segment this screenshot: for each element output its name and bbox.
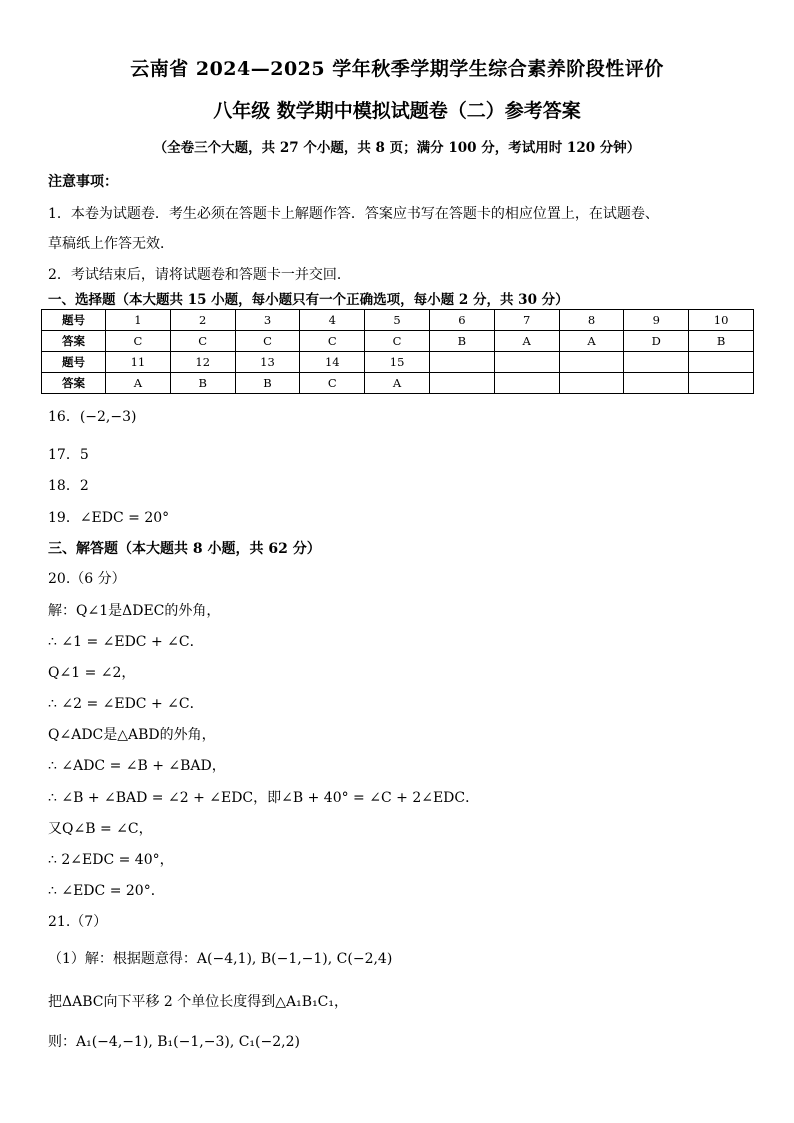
table-cell: B [689, 331, 754, 352]
q20-step: ∴ ∠2 = ∠EDC + ∠C． [48, 696, 204, 712]
page-title: 云南省 2024—2025 学年秋季学期学生综合素养阶段性评价 [130, 58, 664, 80]
table-cell [559, 352, 624, 373]
q20-step: ∴ ∠1 = ∠EDC + ∠C． [48, 634, 204, 650]
q20-step: ∴ ∠ADC = ∠B + ∠BAD， [48, 758, 226, 774]
q21-step: （1）解：根据题意得：A(−4,1), B(−1,−1), C(−2,4) [48, 951, 393, 967]
q20-step: Q∠1 = ∠2， [48, 665, 136, 681]
table-cell: 15 [365, 352, 430, 373]
table-cell: C [300, 373, 365, 394]
table-cell: C [170, 331, 235, 352]
row-label: 答案 [42, 373, 106, 394]
table-cell: C [106, 331, 171, 352]
table-row [42, 352, 754, 373]
notice-item-2: 2．考试结束后，请将试题卷和答题卡一并交回． [48, 267, 351, 283]
table-cell: 10 [689, 310, 754, 331]
table-cell: B [235, 373, 300, 394]
table-cell: A [559, 331, 624, 352]
notice-item-1-cont: 草稿纸上作答无效． [48, 236, 174, 252]
table-cell: 11 [106, 352, 171, 373]
table-cell: 4 [300, 310, 365, 331]
table-row [42, 373, 754, 394]
answer-table [41, 309, 754, 394]
exam-info: （全卷三个大题，共 27 个小题，共 8 页；满分 100 分，考试用时 120 分钟） [153, 140, 641, 156]
table-cell: B [170, 373, 235, 394]
answer-16: 16．(−2,−3) [48, 409, 137, 425]
table-cell: 5 [365, 310, 430, 331]
answer-19: 19．∠EDC = 20° [48, 510, 170, 526]
table-cell: A [494, 331, 559, 352]
table-cell: 2 [170, 310, 235, 331]
table-cell: 14 [300, 352, 365, 373]
table-cell [689, 373, 754, 394]
table-cell: D [624, 331, 689, 352]
table-cell [624, 373, 689, 394]
table-cell: 9 [624, 310, 689, 331]
table-cell: 12 [170, 352, 235, 373]
table-cell: C [300, 331, 365, 352]
q21-step: 则：A₁(−4,−1), B₁(−1,−3), C₁(−2,2) [48, 1034, 300, 1050]
table-cell: C [365, 331, 430, 352]
q20-step: ∴ ∠EDC = 20°． [48, 883, 165, 899]
table-row [42, 331, 754, 352]
answer-18: 18．2 [48, 478, 89, 494]
table-cell: A [106, 373, 171, 394]
table-cell: 6 [429, 310, 494, 331]
table-cell: 13 [235, 352, 300, 373]
table-cell: A [365, 373, 430, 394]
row-label: 答案 [42, 331, 106, 352]
row-label: 题号 [42, 310, 106, 331]
table-cell [429, 373, 494, 394]
q20-step: ∴ ∠B + ∠BAD = ∠2 + ∠EDC，即∠B + 40° = ∠C + 2∠EDC． [48, 790, 480, 806]
answer-17: 17．5 [48, 447, 89, 463]
section1-heading: 一、选择题（本大题共 15 小题，每小题只有一个正确选项，每小题 2 分，共 30 分） [48, 292, 569, 308]
table-cell: 7 [494, 310, 559, 331]
table-cell: B [429, 331, 494, 352]
table-cell: 8 [559, 310, 624, 331]
table-cell [429, 352, 494, 373]
table-cell: 1 [106, 310, 171, 331]
table-cell [559, 373, 624, 394]
q20-title: 20.（6 分） [48, 571, 126, 587]
page-subtitle: 八年级 数学期中模拟试题卷（二）参考答案 [213, 100, 581, 122]
q20-step: 解：Q∠1是ΔDEC的外角， [48, 603, 221, 619]
table-row [42, 310, 754, 331]
table-cell: 3 [235, 310, 300, 331]
table-cell [624, 352, 689, 373]
table-cell [494, 352, 559, 373]
section3-heading: 三、解答题（本大题共 8 小题，共 62 分） [48, 541, 321, 557]
table-cell [689, 352, 754, 373]
row-label: 题号 [42, 352, 106, 373]
notice-heading: 注意事项： [48, 174, 118, 190]
q21-step: 把ΔABC向下平移 2 个单位长度得到△A₁B₁C₁， [48, 994, 349, 1010]
q20-step: Q∠ADC是△ABD的外角， [48, 727, 216, 743]
table-cell [494, 373, 559, 394]
table-cell: C [235, 331, 300, 352]
notice-item-1: 1．本卷为试题卷．考生必须在答题卡上解题作答．答案应书写在答题卡的相应位置上，在试题卷、 [48, 206, 659, 222]
q21-title: 21.（7） [48, 914, 108, 930]
q20-step: ∴ 2∠EDC = 40°， [48, 852, 174, 868]
q20-step: 又Q∠B = ∠C， [48, 821, 153, 837]
